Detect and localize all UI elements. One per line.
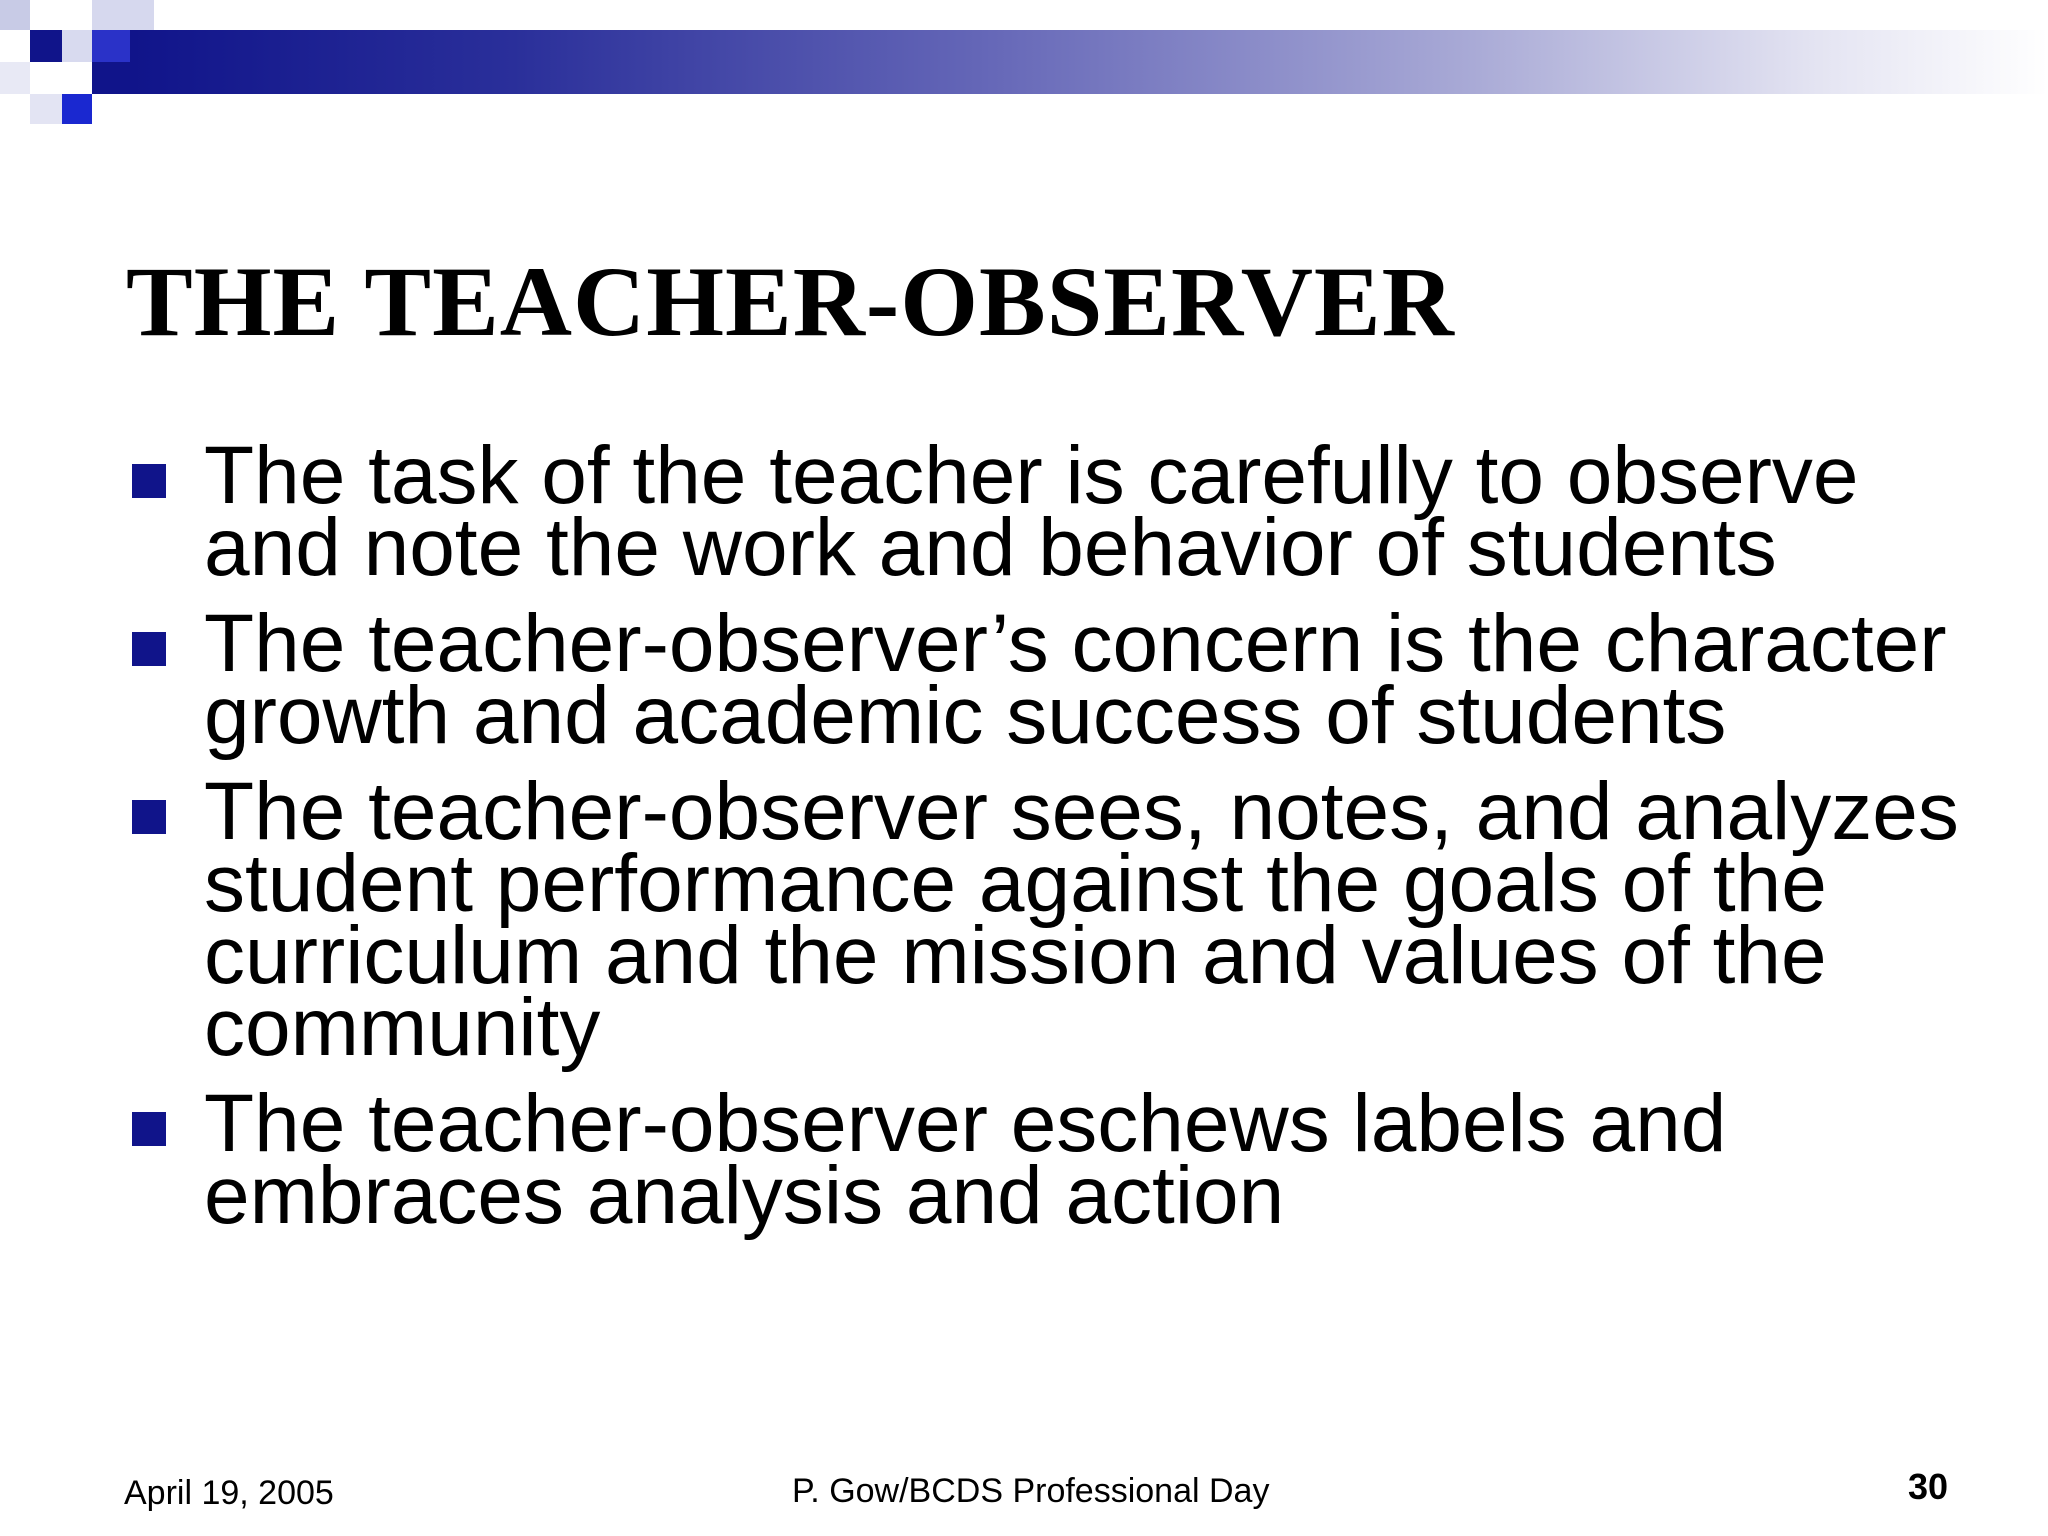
bullet-item bbox=[126, 598, 1986, 761]
footer-date: April 19, 2005 bbox=[124, 1474, 334, 1512]
slide-title: THE TEACHER-OBSERVER bbox=[126, 246, 1455, 357]
bullet-list bbox=[126, 430, 1986, 1256]
bullet-item bbox=[126, 430, 1986, 593]
square-bullet-icon bbox=[132, 800, 166, 834]
bullet-text: The teacher-observer’s concern is the character growth and academic success of students bbox=[204, 598, 1947, 761]
decorative-square bbox=[92, 62, 130, 94]
bullet-item bbox=[126, 1078, 1986, 1241]
bullet-item bbox=[126, 766, 1986, 1073]
bullet-text: The teacher-observer eschews labels and embraces analysis and action bbox=[204, 1078, 1727, 1241]
slide-number: 30 bbox=[1908, 1466, 1949, 1507]
square-bullet-icon bbox=[132, 464, 166, 498]
decorative-square bbox=[0, 0, 30, 30]
decorative-square bbox=[0, 62, 30, 94]
bullet-text: The teacher-observer sees, notes, and analyzes student performance against the goals of the curriculum and the mission and values of the community bbox=[204, 766, 1959, 1073]
bullet-text: The task of the teacher is carefully to observe and note the work and behavior of students bbox=[204, 430, 1859, 593]
square-bullet-icon bbox=[132, 1112, 166, 1146]
header-gradient-band bbox=[130, 30, 2048, 94]
decorative-square bbox=[62, 94, 92, 124]
decorative-square bbox=[30, 94, 62, 124]
square-bullet-icon bbox=[132, 632, 166, 666]
decorative-square bbox=[30, 30, 62, 62]
decorative-square bbox=[62, 30, 92, 62]
footer-presenter: P. Gow/BCDS Professional Day bbox=[792, 1472, 1270, 1510]
decorative-square bbox=[92, 30, 130, 62]
decorative-square bbox=[92, 0, 154, 30]
